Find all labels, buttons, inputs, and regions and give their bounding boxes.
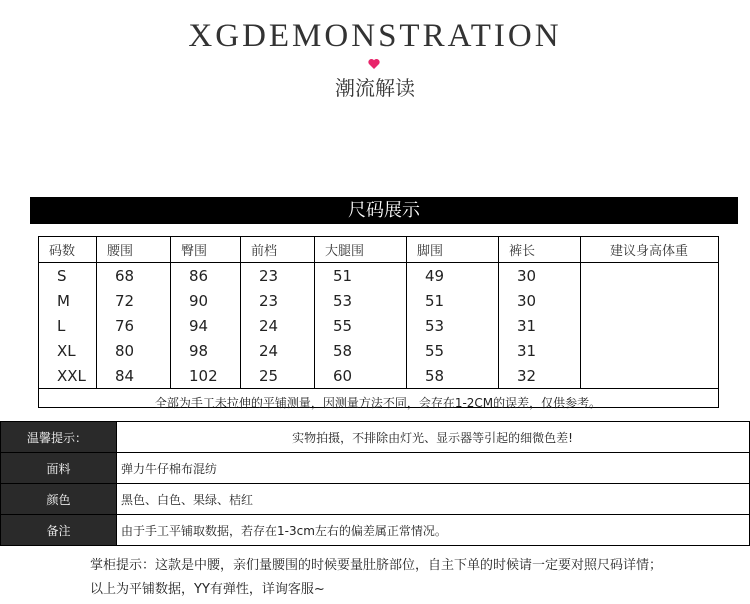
info-table [0,421,750,546]
value-cell: 55 [407,338,499,363]
header-cell: 腰围 [97,237,171,263]
header-cell: 码数 [39,237,97,263]
value-cell: 58 [407,363,499,389]
value-cell: 23 [241,288,315,313]
info-row [1,484,750,515]
size-cell: S [39,263,97,289]
value-cell [581,263,719,289]
subtitle: 潮流解读 [335,76,415,100]
measurement-note: 全部为手工未拉伸的平铺测量，因测量方法不同，会存在1-2CM的误差，仅供参考。 [39,389,718,417]
shopkeeper-tips [90,554,662,602]
table-footer [39,389,718,417]
info-label: 颜色 [1,484,117,515]
value-cell: 51 [315,263,407,289]
tip-line: 掌柜提示：这款是中腰，亲们量腰围的时候要量肚脐部位，自主下单的时候请一定要对照尺码详情； [90,558,663,573]
header-cell: 建议身高体重 [581,237,719,263]
header-cell: 脚围 [407,237,499,263]
value-cell [581,313,719,338]
value-cell: 86 [171,263,241,289]
size-cell: XXL [39,363,97,389]
table-row [39,313,718,338]
table-row [39,263,718,289]
value-cell: 84 [97,363,171,389]
value-cell: 55 [315,313,407,338]
header-cell: 裤长 [499,237,581,263]
info-label: 温馨提示： [1,422,117,453]
value-cell: 24 [241,313,315,338]
value-cell: 32 [499,363,581,389]
table-row [39,288,718,313]
size-cell: M [39,288,97,313]
value-cell: 68 [97,263,171,289]
size-cell: XL [39,338,97,363]
heart-icon [368,58,380,70]
value-cell [581,338,719,363]
value-cell: 98 [171,338,241,363]
size-table-header [39,237,718,263]
info-value: 实物拍摄，不排除由灯光、显示器等引起的细微色差! [117,422,750,453]
value-cell: 31 [499,313,581,338]
header-cell: 臀围 [171,237,241,263]
header-cell: 前档 [241,237,315,263]
info-value: 弹力牛仔棉布混纺 [117,453,750,484]
info-row [1,515,750,546]
header-cell: 大腿围 [315,237,407,263]
info-value: 由于手工平铺取数据，若存在1-3cm左右的偏差属正常情况。 [117,515,750,546]
size-section-title: 尺码展示 [30,197,738,224]
info-label: 备注 [1,515,117,546]
table-row [39,363,718,389]
value-cell [581,288,719,313]
value-cell: 24 [241,338,315,363]
value-cell: 58 [315,338,407,363]
value-cell: 94 [171,313,241,338]
value-cell: 72 [97,288,171,313]
info-row [1,422,750,453]
brand-title: XGDEMONSTRATION [188,18,562,54]
info-label: 面料 [1,453,117,484]
table-row [39,338,718,363]
size-table [38,236,719,408]
info-value: 黑色、白色、果绿、桔红 [117,484,750,515]
value-cell: 76 [97,313,171,338]
value-cell: 80 [97,338,171,363]
value-cell: 51 [407,288,499,313]
info-row [1,453,750,484]
value-cell [581,363,719,389]
value-cell: 102 [171,363,241,389]
value-cell: 30 [499,288,581,313]
size-cell: L [39,313,97,338]
value-cell: 53 [407,313,499,338]
value-cell: 60 [315,363,407,389]
tip-line: 以上为平铺数据，YY有弹性，详询客服~ [90,582,325,597]
value-cell: 49 [407,263,499,289]
value-cell: 53 [315,288,407,313]
value-cell: 23 [241,263,315,289]
value-cell: 90 [171,288,241,313]
value-cell: 25 [241,363,315,389]
value-cell: 30 [499,263,581,289]
value-cell: 31 [499,338,581,363]
